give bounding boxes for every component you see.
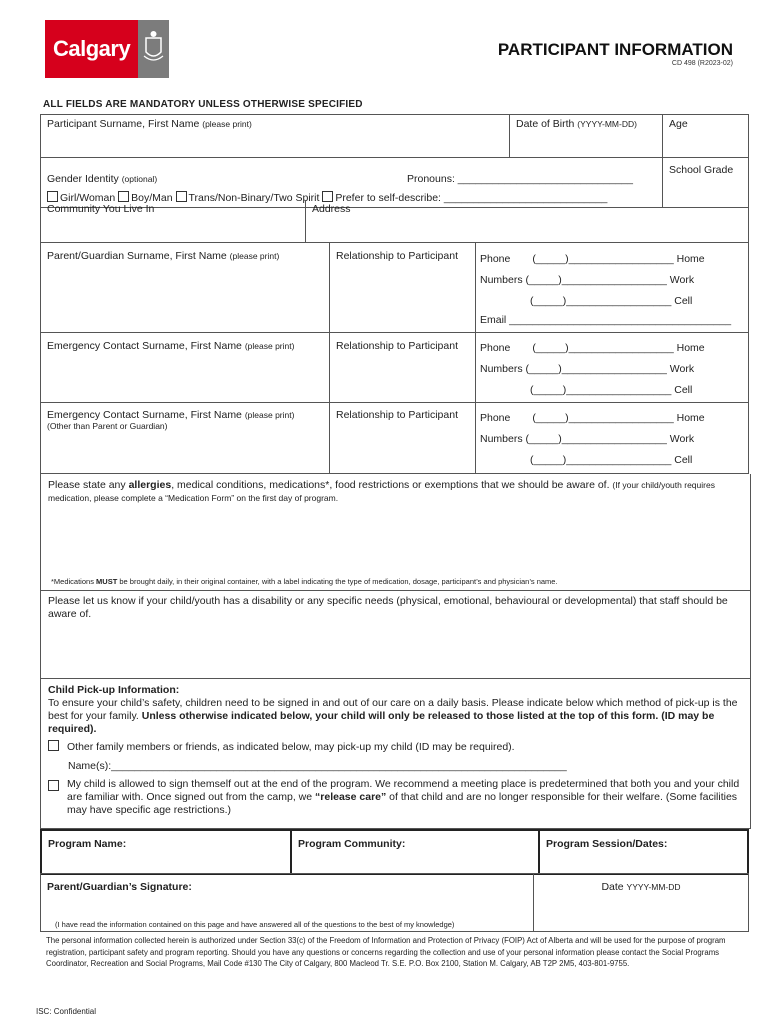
pickup-intro: To ensure your child’s safety, children need to be signed in and out of our care on a daily basis. Please indicate below which method of pick-up is the best for your family. Unless otherwise indicated below, your child will only be released to those listed at the top of this form. (ID may be required). bbox=[48, 697, 738, 735]
guardian-label: Parent/Guardian Surname, First Name bbox=[47, 250, 227, 262]
pickup-title: Child Pick-up Information: bbox=[48, 684, 180, 696]
relationship-label: Relationship to Participant bbox=[336, 250, 458, 262]
dob-field[interactable] bbox=[510, 115, 663, 158]
allergies-text-small: (If your child/youth requires medication, please complete a “Medication Form” on the first day of program. bbox=[48, 480, 715, 503]
guardian-relationship-field[interactable] bbox=[330, 243, 476, 333]
emergency-relationship-field[interactable] bbox=[330, 333, 476, 403]
relationship-label: Relationship to Participant bbox=[336, 409, 458, 421]
gender-option-trans[interactable]: Trans/Non-Binary/Two Spirit bbox=[176, 192, 320, 204]
email-row[interactable]: Email ______________________________________ bbox=[480, 314, 732, 326]
phone-cell-row[interactable]: (_____)__________________ Cell bbox=[530, 454, 693, 466]
participant-name-hint: (please print) bbox=[202, 119, 252, 129]
date-label: Date bbox=[601, 881, 624, 893]
pronouns-field[interactable]: Pronouns: ______________________________ bbox=[407, 173, 633, 185]
crest-icon bbox=[138, 20, 169, 78]
relationship-label: Relationship to Participant bbox=[336, 340, 458, 352]
pickup-option-self[interactable]: My child is allowed to sign themself out at the end of the program. We recommend a meeting place is predetermined that both you and your child are familiar with. Once signed out from the camp, we “release care” of that child and are no longer responsible for their welfare. (Some facilities may have specific age restrictions.) bbox=[48, 778, 743, 817]
phone-home-row[interactable]: Phone (_____)__________________ Home bbox=[480, 342, 705, 354]
community-table bbox=[40, 200, 749, 243]
program-table bbox=[40, 829, 749, 875]
allergies-text-bold: allergies bbox=[128, 479, 172, 491]
dob-hint: (YYYY-MM-DD) bbox=[577, 119, 637, 129]
age-field[interactable] bbox=[663, 115, 749, 158]
emergency-label: Emergency Contact Surname, First Name bbox=[47, 340, 242, 352]
form-number: CD 498 (R2023-02) bbox=[671, 60, 733, 67]
participant-table bbox=[40, 114, 749, 208]
checkbox[interactable] bbox=[48, 740, 59, 751]
checkbox[interactable] bbox=[48, 780, 59, 791]
community-label: Community You Live In bbox=[47, 203, 155, 215]
community-field[interactable] bbox=[41, 200, 306, 242]
signature-ack: (I have read the information contained on this page and have answered all of the questions to the best of my knowledge) bbox=[55, 920, 455, 929]
date-hint: YYYY-MM-DD bbox=[626, 882, 681, 892]
emergency2-note: (Other than Parent or Guardian) bbox=[47, 421, 168, 431]
school-grade-label: School Grade bbox=[669, 164, 734, 176]
gender-option-boy[interactable]: Boy/Man bbox=[118, 192, 172, 204]
allergies-text-post: , medical conditions, medications*, food restrictions or exemptions that we should be aware of. bbox=[171, 479, 610, 491]
phone-cell-row[interactable]: (_____)__________________ Cell bbox=[530, 384, 693, 396]
phone-cell-row[interactable]: (_____)__________________ Cell bbox=[530, 295, 693, 307]
emergency2-name-field[interactable] bbox=[41, 403, 330, 474]
pickup-option-others[interactable]: Other family members or friends, as indicated below, may pick-up my child (ID may be required). bbox=[48, 740, 743, 754]
gender-hint: (optional) bbox=[121, 174, 158, 184]
guardian-phones bbox=[476, 243, 749, 333]
signature-field[interactable] bbox=[41, 874, 534, 932]
contacts-table bbox=[40, 242, 749, 474]
emergency-name-field[interactable] bbox=[41, 333, 330, 403]
allergies-text-pre: Please state any bbox=[48, 479, 129, 491]
address-field[interactable] bbox=[306, 200, 749, 242]
mandatory-note: ALL FIELDS ARE MANDATORY UNLESS OTHERWISE SPECIFIED bbox=[43, 99, 363, 110]
emergency-phones bbox=[476, 333, 749, 403]
signature-date-field[interactable] bbox=[534, 874, 749, 932]
classification-label: ISC: Confidential bbox=[36, 1007, 97, 1016]
medications-footnote: *Medications MUST be brought daily, in their original container, with a label indicating the type of medication, dosage, participant’s and physician’s name. bbox=[51, 577, 558, 586]
program-community-field[interactable]: Program Community: bbox=[291, 830, 539, 874]
needs-section[interactable] bbox=[40, 590, 751, 679]
emergency2-hint: (please print) bbox=[244, 410, 295, 420]
logo-red-block bbox=[45, 20, 138, 78]
guardian-hint: (please print) bbox=[229, 251, 280, 261]
emergency2-relationship-field[interactable] bbox=[330, 403, 476, 474]
phone-work-row[interactable]: Numbers (_____)__________________ Work bbox=[480, 433, 695, 445]
gender-option-girl[interactable]: Girl/Woman bbox=[47, 192, 115, 204]
calgary-logo bbox=[45, 20, 169, 78]
dob-label: Date of Birth bbox=[516, 118, 575, 130]
gender-label: Gender Identity bbox=[47, 173, 119, 185]
phone-home-row[interactable]: Phone (_____)__________________ Home bbox=[480, 253, 705, 265]
allergies-section[interactable] bbox=[40, 474, 751, 591]
emergency-hint: (please print) bbox=[244, 341, 295, 351]
participant-name-field[interactable] bbox=[41, 115, 510, 158]
phone-work-row[interactable]: Numbers (_____)__________________ Work bbox=[480, 363, 695, 375]
pickup-section bbox=[40, 678, 751, 829]
signature-table bbox=[40, 873, 749, 932]
emergency2-label: Emergency Contact Surname, First Name bbox=[47, 409, 242, 421]
logo-text: Calgary bbox=[53, 36, 131, 61]
program-name-field[interactable]: Program Name: bbox=[41, 830, 291, 874]
gender-option-self-describe[interactable]: Prefer to self-describe: ____________________________ bbox=[322, 192, 607, 204]
emergency2-phones bbox=[476, 403, 749, 474]
privacy-notice: The personal information collected herein is authorized under Section 33(c) of the Freedom of Information and Protection of Privacy (FOIP) Act of Alberta and will be used for the purpose of program registration, participant safety and program reporting. Should you have any questions or concerns regarding the collection and use of your personal information please contact the Social Programs Coordinator, Recreation and Social Programs, Mail Code #130 The City of Calgary, 800 Macleod Tr. S.E. P.O. Box 2100, Station M. Calgary, AB T2P 2M5, 403-801-9755. bbox=[46, 936, 726, 968]
participant-name-label: Participant Surname, First Name bbox=[47, 118, 200, 130]
address-label: Address bbox=[312, 203, 351, 215]
signature-label: Parent/Guardian’s Signature: bbox=[47, 881, 192, 893]
age-label: Age bbox=[669, 118, 688, 130]
needs-text: Please let us know if your child/youth has a disability or any specific needs (physical, emotional, behavioural or developmental) that staff should be aware of. bbox=[48, 595, 728, 620]
phone-work-row[interactable]: Numbers (_____)__________________ Work bbox=[480, 274, 695, 286]
page-title: PARTICIPANT INFORMATION bbox=[497, 40, 733, 59]
guardian-name-field[interactable] bbox=[41, 243, 330, 333]
phone-home-row[interactable]: Phone (_____)__________________ Home bbox=[480, 412, 705, 424]
pickup-names-field[interactable]: Name(s):______________________________________________________________________________ bbox=[68, 760, 567, 772]
program-session-field[interactable]: Program Session/Dates: bbox=[539, 830, 748, 874]
